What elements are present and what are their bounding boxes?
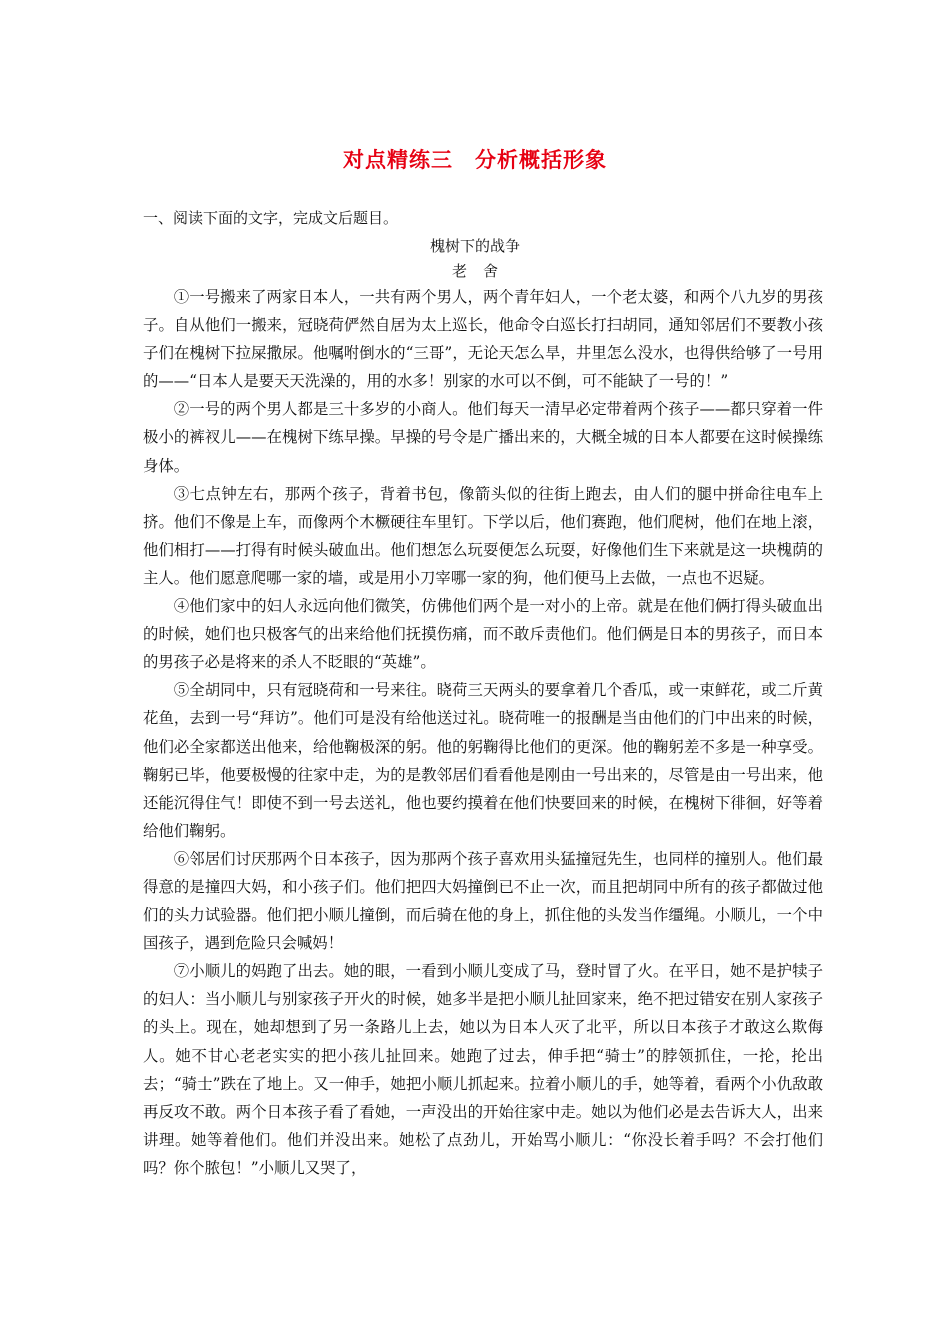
title-part-2: 分析概括形象 <box>475 147 607 172</box>
exercise-instruction: 一、阅读下面的文字，完成文后题目。 <box>143 209 399 227</box>
paragraph-2: ②一号的两个男人都是三十多岁的小商人。他们每天一清早必定带着两个孩子——都只穿着一件极小的裤衩儿——在槐树下练早操。早操的号令是广播出来的，大概全城的日本人都要在这时候操练身体。 <box>143 400 823 475</box>
paragraph-6: ⑥邻居们讨厌那两个日本孩子，因为那两个孩子喜欢用头猛撞冠先生，也同样的撞别人。他们最得意的是撞四大妈，和小孩子们。他们把四大妈撞倒已不止一次，而且把胡同中所有的孩子都做过他们的头力试验器。他们把小顺儿撞倒，而后骑在他的身上，抓住他的头发当作缰绳。小顺儿，一个中国孩子，遇到危险只会喊妈！ <box>143 849 823 953</box>
story-author: 老舍 <box>451 262 514 280</box>
story-title: 槐树下的战争 <box>429 237 520 255</box>
story-body <box>143 283 823 1182</box>
page-title <box>0 144 950 174</box>
paragraph-4: ④他们家中的妇人永远向他们微笑，仿佛他们两个是一对小的上帝。就是在他们俩打得头破血出的时候，她们也只极客气的出来给他们抚摸伤痛，而不敢斥责他们。他们俩是日本的男孩子，而日本的男孩子必是将来的杀人不眨眼的“英雄”。 <box>143 597 823 672</box>
title-part-1: 对点精练三 <box>343 147 453 172</box>
paragraph-3: ③七点钟左右，那两个孩子，背着书包，像箭头似的往街上跑去，由人们的腿中拼命往电车上挤。他们不像是上车，而像两个木橛硬往车里钉。下学以后，他们赛跑，他们爬树，他们在地上滚，他们相打——打得有时候头破血出。他们想怎么玩耍便怎么玩耍，好像他们生下来就是这一块槐荫的主人。他们愿意爬哪一家的墙，或是用小刀宰哪一家的狗，他们便马上去做，一点也不迟疑。 <box>143 484 823 587</box>
paragraph-7: ⑦小顺儿的妈跑了出去。她的眼，一看到小顺儿变成了马，登时冒了火。在平日，她不是护犊子的妇人：当小顺儿与别家孩子开火的时候，她多半是把小顺儿扯回家来，绝不把过错安在别人家孩子的头上。现在，她却想到了另一条路儿上去，她以为日本人灭了北平，所以日本孩子才敢这么欺侮人。她不甘心老老实实的把小孩儿扯回来。她跑了过去，伸手把“骑士”的脖领抓住，一抡，抡出去；“骑士”跌在了地上。又一伸手，她把小顺儿抓起来。拉着小顺儿的手，她等着，看两个小仇敌敢再反攻不敢。两个日本孩子看了看她，一声没出的开始往家中走。她以为他们必是去告诉大人，出来讲理。她等着他们。他们并没出来。她松了点劲儿，开始骂小顺儿：“你没长着手吗？不会打他们吗？你个脓包！”小顺儿又哭了， <box>143 962 823 1177</box>
paragraph-5: ⑤全胡同中，只有冠晓荷和一号来往。晓荷三天两头的要拿着几个香瓜，或一束鲜花，或二斤黄花鱼，去到一号“拜访”。他们可是没有给他送过礼。晓荷唯一的报酬是当由他们的门中出来的时候，他们必全家都送出他来，给他鞠极深的躬。他的躬鞠得比他们的更深。他的鞠躬差不多是一种享受。鞠躬已毕，他要极慢的往家中走，为的是教邻居们看看他是刚由一号出来的，尽管是由一号出来，他还能沉得住气！即使不到一号去送礼，他也要约摸着在他们快要回来的时候，在槐树下徘徊，好等着给他们鞠躬。 <box>143 681 823 840</box>
paragraph-1: ①一号搬来了两家日本人，一共有两个男人，两个青年妇人，一个老太婆，和两个八九岁的男孩子。自从他们一搬来，冠晓荷俨然自居为太上巡长，他命令白巡长打扫胡同，通知邻居们不要教小孩子们在槐树下拉屎撒尿。他嘱咐倒水的“三哥”，无论天怎么旱，井里怎么没水，也得供给够了一号用的——“日本人是要天天洗澡的，用的水多！别家的水可以不倒，可不能缺了一号的！” <box>143 288 823 391</box>
